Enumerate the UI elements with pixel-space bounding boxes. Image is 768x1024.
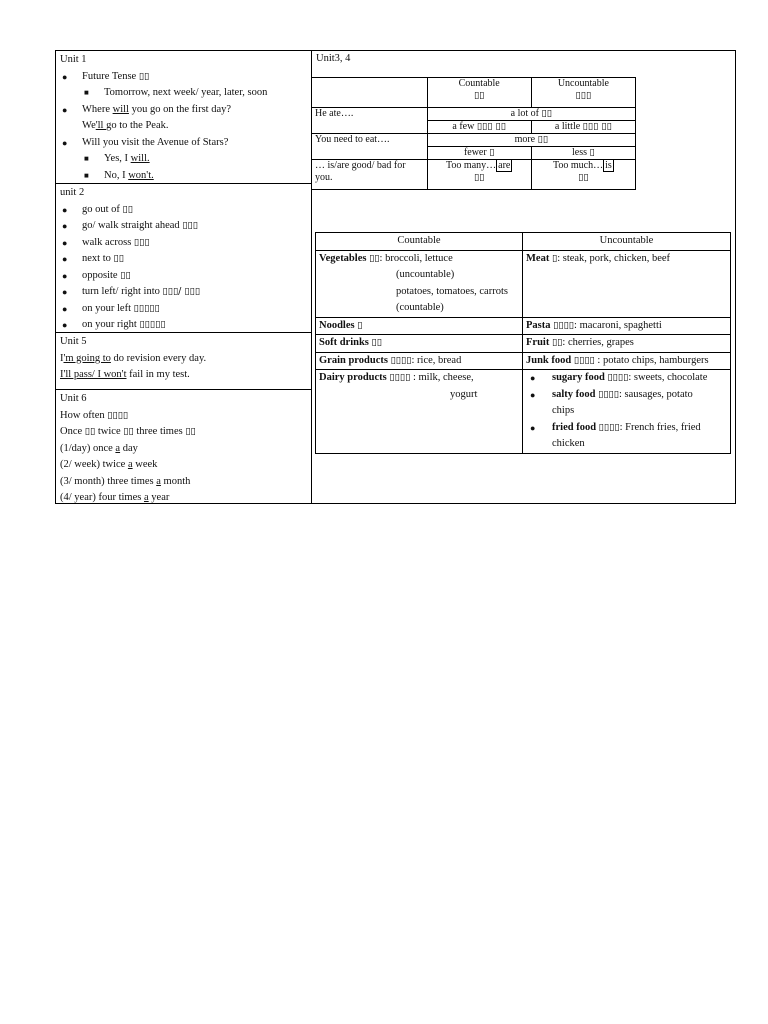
a-few-cell: a few ▯▯▯ ▯▯ — [427, 121, 531, 134]
a-little-cell: a little ▯▯▯ ▯▯ — [531, 121, 635, 134]
unit5-section — [56, 332, 311, 389]
food-table — [315, 232, 731, 454]
unit2-section — [56, 183, 311, 332]
unit1-no: ■ No, I won't. — [60, 168, 307, 185]
unit1-time-words: ■ Tomorrow, next week/ year, later, soon — [60, 85, 307, 102]
a-lot-of-cell: a lot of ▯▯ — [427, 108, 635, 121]
junk-food-types-cell: ● sugary food ▯▯▯▯: sweets, chocolate ● salty food ▯▯▯▯: sausages, potato chips ● fried food ▯▯▯▯: French fries, fried chicken — [523, 370, 731, 454]
unit2-heading: unit 2 — [60, 187, 85, 198]
notes-table — [55, 50, 736, 504]
too-much-cell: Too much… is ▯▯ — [531, 160, 635, 190]
unit2-item: ● walk across ▯▯▯ — [60, 235, 307, 252]
unit6-rate-2: (2/ week) twice a week — [60, 459, 158, 470]
junk-food-cell: Junk food ▯▯▯▯ : potato chips, hamburgers — [523, 352, 731, 370]
unit6-section — [56, 389, 311, 503]
unit1-section — [56, 51, 311, 183]
unit2-item: ● go out of ▯▯ — [60, 202, 307, 219]
unit6-rate-3: (3/ month) three times a month — [60, 475, 191, 487]
unit6-frequency-words: Once ▯▯ twice ▯▯ three times ▯▯ — [60, 426, 196, 437]
dairy-cell: Dairy products ▯▯▯▯ : milk, cheese, yogurt — [316, 370, 523, 454]
left-column — [56, 51, 312, 503]
countable-header: Countable ▯▯ — [427, 78, 531, 108]
unit5-line1: I'm going to do revision every day. — [60, 352, 207, 364]
unit6-heading: Unit 6 — [60, 393, 87, 404]
unit2-item: ● next to ▯▯ — [60, 251, 307, 268]
vegetables-cell: Vegetables ▯▯: broccoli, lettuce (uncountable) potatoes, tomatoes, carrots (countable) — [316, 250, 523, 317]
good-bad-label: … is/are good/ bad for you. — [312, 160, 428, 190]
unit34-heading: Unit3, 4 — [316, 53, 351, 64]
quantifier-table — [311, 77, 636, 190]
unit2-item: ● turn left/ right into ▯▯▯/ ▯▯▯ — [60, 284, 307, 301]
unit1-heading: Unit 1 — [60, 54, 87, 65]
blank-cell — [312, 78, 428, 108]
unit1-bullet-future: ● Future Tense ▯▯ — [60, 69, 307, 86]
fewer-cell: fewer ▯ — [427, 147, 531, 160]
salty-food: ● salty food ▯▯▯▯: sausages, potato — [526, 387, 727, 404]
unit6-how-often: How often ▯▯▯▯ — [60, 409, 129, 421]
unit1-bullet-visit: ● Will you visit the Avenue of Stars? — [60, 135, 307, 152]
unit1-answer: We'll go to the Peak. — [82, 120, 169, 131]
uncountable-header: Uncountable ▯▯▯ — [531, 78, 635, 108]
right-column — [312, 51, 736, 503]
need-to-eat-label: You need to eat…. — [312, 134, 428, 160]
less-cell: less ▯ — [531, 147, 635, 160]
grain-cell: Grain products ▯▯▯▯: rice, bread — [316, 352, 523, 370]
unit5-heading: Unit 5 — [60, 336, 87, 347]
soft-drinks-cell: Soft drinks ▯▯ — [316, 335, 523, 353]
unit1-yes: ■ Yes, I will. — [60, 151, 307, 168]
pasta-cell: Pasta ▯▯▯▯: macaroni, spaghetti — [523, 317, 731, 335]
unit5-line2: I'll pass/ I won't fail in my test. — [60, 369, 190, 380]
unit2-item: ● on your left ▯▯▯▯▯ — [60, 301, 307, 318]
meat-cell: Meat ▯: steak, pork, chicken, beef — [523, 250, 731, 317]
sugary-food: ● sugary food ▯▯▯▯: sweets, chocolate — [526, 370, 727, 387]
unit6-rate-4: (4/ year) four times a year — [60, 492, 170, 503]
unit2-item: ● on your right ▯▯▯▯▯ — [60, 317, 307, 334]
too-many-cell: Too many… are ▯▯ — [427, 160, 531, 190]
unit2-item: ● go/ walk straight ahead ▯▯▯ — [60, 218, 307, 235]
food-uncountable-header: Uncountable — [523, 233, 731, 251]
unit6-rate-1: (1/day) once a day — [60, 442, 138, 454]
unit2-item: ● opposite ▯▯ — [60, 268, 307, 285]
fruit-cell: Fruit ▯▯: cherries, grapes — [523, 335, 731, 353]
unit1-bullet-where: ● Where will you go on the first day? — [60, 102, 307, 119]
noodles-cell: Noodles ▯ — [316, 317, 523, 335]
fried-food: ● fried food ▯▯▯▯: French fries, fried — [526, 420, 727, 437]
he-ate-label: He ate…. — [312, 108, 428, 134]
more-cell: more ▯▯ — [427, 134, 635, 147]
food-countable-header: Countable — [316, 233, 523, 251]
